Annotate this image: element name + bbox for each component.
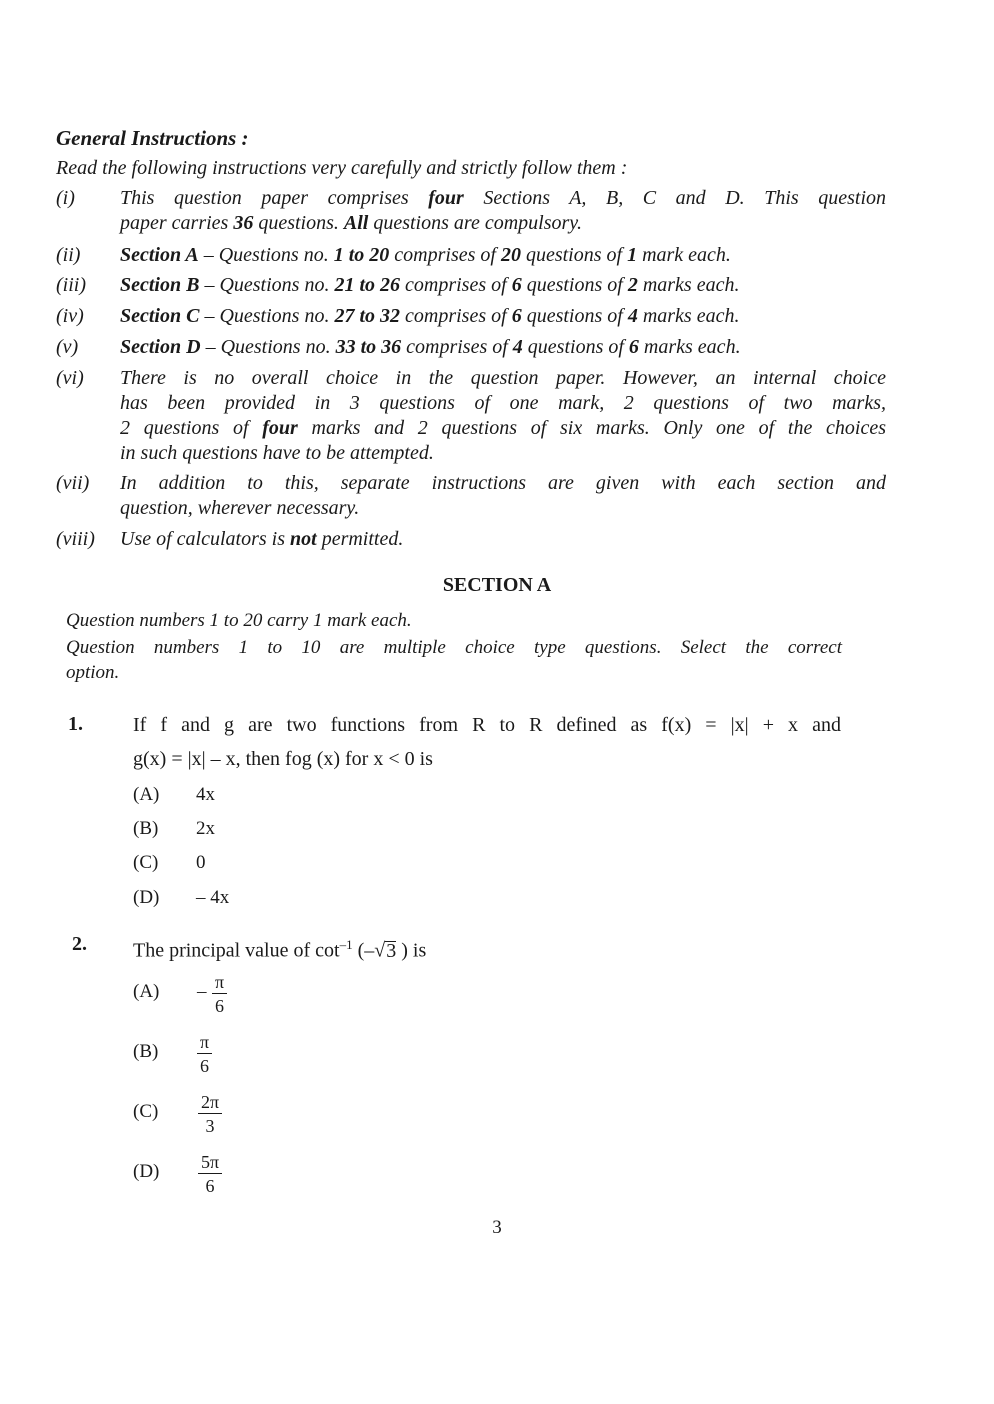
fraction-denominator: 6 [200, 1056, 210, 1076]
instruction-text [120, 304, 886, 329]
instruction-text [120, 273, 886, 298]
instruction-number: (viii) [56, 528, 95, 550]
fraction-numerator: 2π [198, 1091, 222, 1114]
option-fraction [212, 971, 227, 1017]
instruction-text [120, 527, 886, 552]
instruction-line: in such questions have to be attempted. [120, 442, 434, 464]
instruction-line: In addition to this, separate instructions are given with each section and [120, 472, 886, 494]
instruction-number: (ii) [56, 244, 81, 266]
option-label: (C) [133, 1101, 159, 1122]
instruction-line: There is no overall choice in the question paper. However, an internal choice [120, 367, 886, 389]
option-fraction [198, 1151, 222, 1197]
option-sign: – [197, 981, 207, 1002]
question-number: 2. [72, 933, 87, 955]
option-value: 0 [196, 852, 206, 873]
fraction-denominator: 6 [215, 996, 225, 1016]
option-label: (B) [133, 1041, 159, 1062]
fraction-numerator: π [212, 971, 227, 994]
option-label: (A) [133, 981, 160, 1002]
instruction-line: Section B – Questions no. 21 to 26 comprises of 6 questions of 2 marks each. [120, 274, 740, 296]
question-text-superscript: –1 [339, 937, 353, 952]
instruction-line: paper carries 36 questions. All questions are compulsory. [120, 212, 583, 234]
fraction-numerator: 5π [198, 1151, 222, 1174]
instruction-text [120, 335, 886, 360]
instruction-line: has been provided in 3 questions of one mark, 2 questions of two marks, [120, 392, 886, 414]
general-instructions-heading: General Instructions : [56, 126, 249, 150]
question-text-prefix: The principal value of cot [133, 939, 340, 962]
option-fraction [197, 1031, 212, 1077]
instruction-text [120, 243, 886, 268]
option-label: (C) [133, 852, 159, 873]
instruction-text [120, 366, 886, 466]
instruction-line: Section D – Questions no. 33 to 36 comprises of 4 questions of 6 marks each. [120, 336, 741, 358]
instruction-line: question, wherever necessary. [120, 497, 360, 519]
question-text-line: If f and g are two functions from R to R defined as f(x) = |x| + x and [133, 714, 841, 736]
section-a-note-line: Question numbers 1 to 10 are multiple choice type questions. Select the correct [66, 637, 842, 658]
instruction-text [120, 471, 886, 521]
section-a-note-line: option. [66, 662, 120, 683]
radicand: 3 [386, 939, 397, 962]
option-label: (D) [133, 887, 160, 908]
fraction-numerator: π [197, 1031, 212, 1054]
instruction-number: (i) [56, 187, 75, 209]
radical-sign: √ [374, 939, 386, 962]
option-value: 4x [196, 784, 215, 805]
option-value: – 4x [196, 887, 230, 908]
question-number: 1. [68, 713, 83, 735]
question-text-suffix: ) is [396, 939, 427, 962]
instruction-line: Section C – Questions no. 27 to 32 comprises of 6 questions of 4 marks each. [120, 305, 740, 327]
instruction-number: (vi) [56, 367, 84, 389]
section-a-note-line: Question numbers 1 to 20 carry 1 mark each. [66, 610, 412, 631]
option-label: (D) [133, 1161, 160, 1182]
general-instructions-intro: Read the following instructions very carefully and strictly follow them : [56, 157, 628, 179]
instruction-number: (iv) [56, 305, 84, 327]
question-text-open: (– [352, 939, 375, 962]
section-a-note [66, 608, 842, 633]
instruction-number: (iii) [56, 274, 86, 296]
fraction-denominator: 3 [205, 1116, 215, 1136]
instruction-text [120, 186, 886, 236]
option-label: (B) [133, 818, 159, 839]
option-fraction [198, 1091, 222, 1137]
fraction-denominator: 6 [205, 1176, 215, 1196]
instruction-line: Use of calculators is not permitted. [120, 528, 404, 550]
instruction-line: Section A – Questions no. 1 to 20 comprises of 20 questions of 1 mark each. [120, 244, 731, 266]
instruction-line: 2 questions of four marks and 2 questions of six marks. Only one of the choices [120, 417, 886, 439]
option-value: 2x [196, 818, 215, 839]
instruction-number: (v) [56, 336, 79, 358]
option-label: (A) [133, 784, 160, 805]
page-number: 3 [492, 1217, 502, 1238]
instruction-number: (vii) [56, 472, 90, 494]
question-text [133, 928, 426, 968]
question-text-line: g(x) = |x| – x, then fog (x) for x < 0 is [133, 748, 433, 770]
instruction-line: This question paper comprises four Sections A, B, C and D. This question [120, 187, 887, 209]
section-a-note [66, 635, 842, 685]
section-a-title: SECTION A [442, 574, 552, 596]
